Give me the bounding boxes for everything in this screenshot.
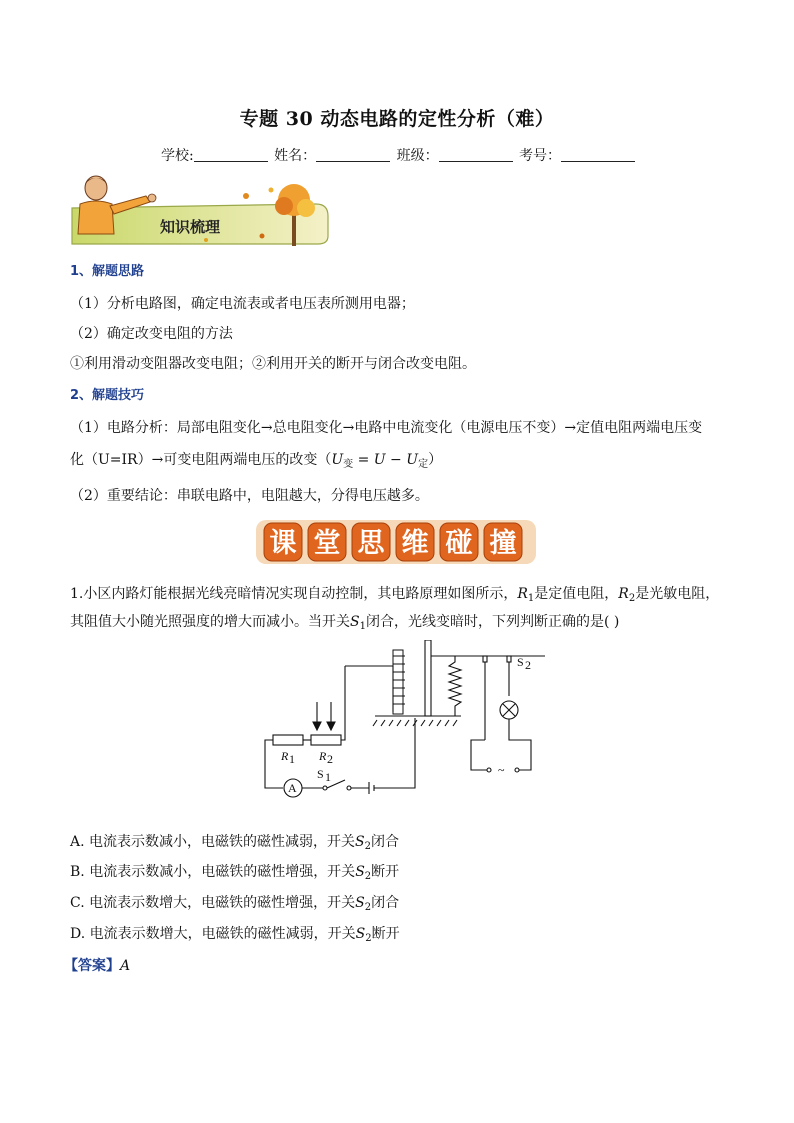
answer-value: A bbox=[120, 958, 131, 974]
technique-1-line-1: （1）电路分析：局部电阻变化→总电阻变化→电路中电流变化（电源电压不变）→定值电阻两端电压变 bbox=[70, 420, 703, 436]
question-stem-line-1: 1.小区内路灯能根据光线亮暗情况实现自动控制，其电路原理如图所示，$R_1$是定值电阻，$R_2$是光敏电阻， bbox=[70, 586, 720, 604]
stamp-char-5: 碰 bbox=[445, 528, 473, 559]
school-label: 学校: bbox=[160, 148, 194, 164]
technique-1-line-2: 化（U=IR）→可变电阻两端电压的改变$(U_变 = U - U_定)$ bbox=[70, 452, 443, 470]
ac-source-label: ~ bbox=[498, 763, 505, 777]
school-blank[interactable] bbox=[194, 147, 268, 162]
r1-sub-label: 1 bbox=[289, 752, 295, 766]
class-blank[interactable] bbox=[439, 147, 513, 162]
option-a[interactable]: A. 电流表示数减小，电磁铁的磁性减弱，开关$S_2$闭合 bbox=[70, 834, 399, 852]
banner-label: 知识梳理 bbox=[160, 218, 221, 236]
r2-sub-label: 2 bbox=[327, 752, 333, 766]
s1-sub-label: 1 bbox=[325, 770, 331, 784]
option-c[interactable]: C. 电流表示数增大，电磁铁的磁性增强，开关$S_2$闭合 bbox=[70, 895, 400, 913]
approach-methods: ①利用滑动变阻器改变电阻；②利用开关的断开与闭合改变电阻。 bbox=[70, 356, 476, 372]
s2-label: S bbox=[517, 655, 524, 669]
name-label: 姓名： bbox=[274, 148, 317, 164]
stamp-char-3: 思 bbox=[357, 528, 385, 559]
ammeter-label: A bbox=[288, 781, 297, 795]
student-info-line bbox=[0, 145, 794, 165]
s1-label: S bbox=[317, 767, 324, 781]
stamp-char-6: 撞 bbox=[489, 528, 517, 559]
s2-sub-label: 2 bbox=[525, 658, 531, 672]
approach-step-1: （1）分析电路图，确定电流表或者电压表所测用电器； bbox=[70, 296, 415, 312]
option-b[interactable]: B. 电流表示数减小，电磁铁的磁性增强，开关$S_2$断开 bbox=[70, 864, 400, 882]
exam-number-label: 考号： bbox=[519, 148, 562, 164]
stamp-char-1: 课 bbox=[269, 528, 297, 559]
r2-label: R bbox=[319, 749, 327, 763]
class-label: 班级： bbox=[396, 148, 439, 164]
knowledge-banner-illustration bbox=[66, 174, 336, 254]
section-title-approach: 1、解题思路 bbox=[70, 264, 145, 279]
stamp-char-4: 维 bbox=[401, 528, 429, 559]
section-title-techniques: 2、解题技巧 bbox=[70, 388, 145, 403]
technique-2: （2）重要结论：串联电路中，电阻越大，分得电压越多。 bbox=[70, 488, 429, 504]
stamp-char-2: 堂 bbox=[313, 528, 341, 559]
exam-number-blank[interactable] bbox=[561, 147, 635, 162]
approach-step-2: （2）确定改变电阻的方法 bbox=[70, 326, 233, 342]
r1-label: R bbox=[281, 749, 289, 763]
circuit-diagram bbox=[255, 640, 545, 800]
option-d[interactable]: D. 电流表示数增大，电磁铁的磁性减弱，开关$S_2$断开 bbox=[70, 926, 400, 944]
name-blank[interactable] bbox=[316, 147, 390, 162]
page-title: 专题 30 动态电路的定性分析（难） bbox=[239, 108, 555, 130]
question-stem-line-2: 其阻值大小随光照强度的增大而减小。当开关$S_1$闭合，光线变暗时，下列判断正确的是( ) bbox=[70, 614, 620, 632]
answer-line: 【答案】A bbox=[64, 958, 131, 974]
